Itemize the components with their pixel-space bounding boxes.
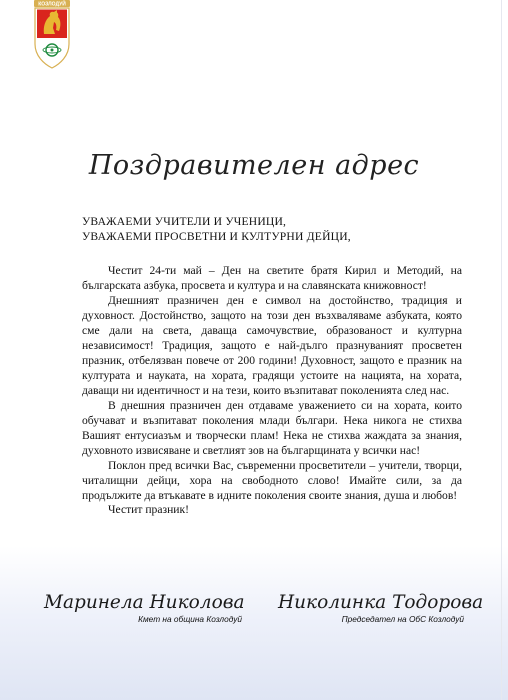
signature-title-chair: Председател на ОбС Козлодуй	[341, 614, 464, 624]
municipality-crest	[32, 0, 72, 70]
crest-emblem-icon	[32, 0, 72, 70]
body-paragraph-1: Честит 24-ти май – Ден на светите братя Кирил и Методий, на българската азбука, просвета и култура и на славянската книжовност!	[82, 264, 462, 292]
letter-body	[82, 263, 462, 503]
page-edge-line	[501, 0, 502, 700]
signature-name-chair: Николинка Тодорова	[278, 592, 484, 613]
signature-name-mayor: Маринела Николова	[44, 592, 245, 613]
greeting-line-2: УВАЖАЕМИ ПРОСВЕТНИ И КУЛТУРНИ ДЕЙЦИ,	[82, 230, 351, 243]
letter-closing: Честит празник!	[108, 503, 189, 516]
body-paragraph-4: Поклон пред всички Вас, съвременни просветители – учители, творци, читалищни дейци, хора на свободното слово! Имайте сили, за да продължите да втъкавате в идните поколения своите знания, душа и любов!	[82, 459, 462, 502]
crest-text: КОЗЛОДУЙ	[38, 1, 66, 8]
signature-mayor	[44, 592, 245, 624]
body-paragraph-2: Днешният празничен ден е символ на достойнство, традиция и духовност. Достойнство, защото на този ден възхваляваме азбуката, която сме дали на света, даваща самочувствие, образованост и културна независимост! Традиция, защото е най-дълго празнуваният просветен празник, отбелязван повече от 200 години! Духовност, защото е празник на културата и науката, на хората, градящи устоите на нацията, на хората, даващи ни идентичност и на тези, които възпитават поколенията след нас.	[82, 294, 462, 397]
signature-chair	[278, 592, 484, 624]
body-paragraph-3: В днешния празничен ден отдаваме уважението си на хората, които обучават и възпитават поколения млади българи. Нека никога не стихва Вашият ентусиазъм и творчески плам! Нека не стихва жаждата за знания, духовното извисяване и светлият зов на българщината у всички нас!	[82, 399, 462, 457]
letter-title: Поздравителен адрес	[88, 150, 420, 181]
letter-greeting	[82, 214, 462, 244]
signature-title-mayor: Кмет на община Козлодуй	[138, 614, 242, 624]
greeting-line-1: УВАЖАЕМИ УЧИТЕЛИ И УЧЕНИЦИ,	[82, 215, 287, 228]
